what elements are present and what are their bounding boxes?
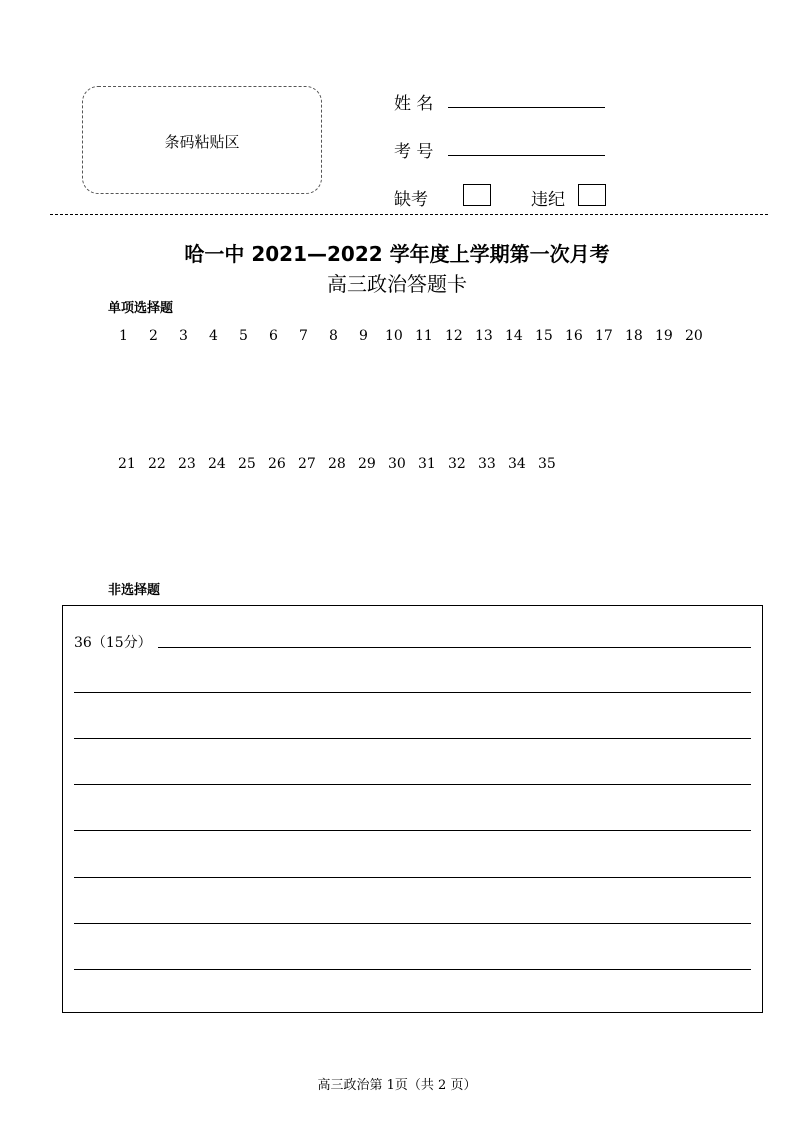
question-number: 10 <box>385 328 403 344</box>
question-number: 12 <box>445 328 463 344</box>
choice-row-2 <box>118 456 568 472</box>
choice-row-1 <box>119 328 715 344</box>
answer-line[interactable] <box>158 647 751 648</box>
answer-line[interactable] <box>74 969 751 970</box>
question-number: 25 <box>238 456 256 472</box>
barcode-area <box>82 86 322 194</box>
multiple-choice-section-label: 单项选择题 <box>108 301 174 316</box>
question-number: 9 <box>359 328 368 344</box>
violation-checkbox[interactable] <box>578 184 606 206</box>
question-number: 24 <box>208 456 226 472</box>
question-number: 28 <box>328 456 346 472</box>
name-label: 姓 名 <box>394 94 434 114</box>
answer-line[interactable] <box>74 692 751 693</box>
answer-line[interactable] <box>74 923 751 924</box>
answer-box <box>62 605 763 1013</box>
question-number: 26 <box>268 456 286 472</box>
question-number: 16 <box>565 328 583 344</box>
exam-number-label: 考 号 <box>394 142 434 162</box>
question-number: 20 <box>685 328 703 344</box>
question-number: 6 <box>269 328 278 344</box>
name-field[interactable] <box>448 107 605 108</box>
question-number: 33 <box>478 456 496 472</box>
question-number: 19 <box>655 328 673 344</box>
question-number: 21 <box>118 456 136 472</box>
open-questions-section-label: 非选择题 <box>108 583 161 598</box>
question-number: 15 <box>535 328 553 344</box>
question-number: 13 <box>475 328 493 344</box>
answer-line[interactable] <box>74 830 751 831</box>
question-number: 3 <box>179 328 188 344</box>
question-number: 17 <box>595 328 613 344</box>
absent-label: 缺考 <box>394 190 428 210</box>
question-number: 34 <box>508 456 526 472</box>
violation-label: 违纪 <box>531 190 565 210</box>
question-number: 11 <box>415 328 433 344</box>
question-number: 1 <box>119 328 128 344</box>
page-title: 哈一中 2021—2022 学年度上学期第一次月考 <box>184 242 610 266</box>
exam-number-field[interactable] <box>448 155 605 156</box>
question-number: 22 <box>148 456 166 472</box>
question-number: 5 <box>239 328 248 344</box>
question-number: 14 <box>505 328 523 344</box>
question-number: 18 <box>625 328 643 344</box>
question-number: 23 <box>178 456 196 472</box>
question-number: 32 <box>448 456 466 472</box>
question-number: 2 <box>149 328 158 344</box>
question-number: 31 <box>418 456 436 472</box>
question-number: 35 <box>538 456 556 472</box>
answer-line[interactable] <box>74 738 751 739</box>
cut-line-divider <box>50 214 768 215</box>
question-number: 29 <box>358 456 376 472</box>
question-number: 8 <box>329 328 338 344</box>
question-number: 4 <box>209 328 218 344</box>
absent-checkbox[interactable] <box>463 184 491 206</box>
barcode-area-label: 条码粘贴区 <box>164 133 240 151</box>
answer-line[interactable] <box>74 784 751 785</box>
question-number: 30 <box>388 456 406 472</box>
question-36-label: 36（15分） <box>74 635 152 651</box>
page-subtitle: 高三政治答题卡 <box>327 272 467 296</box>
question-number: 27 <box>298 456 316 472</box>
question-number: 7 <box>299 328 308 344</box>
page-footer: 高三政治第 1页（共 2 页） <box>317 1078 477 1093</box>
answer-line[interactable] <box>74 877 751 878</box>
